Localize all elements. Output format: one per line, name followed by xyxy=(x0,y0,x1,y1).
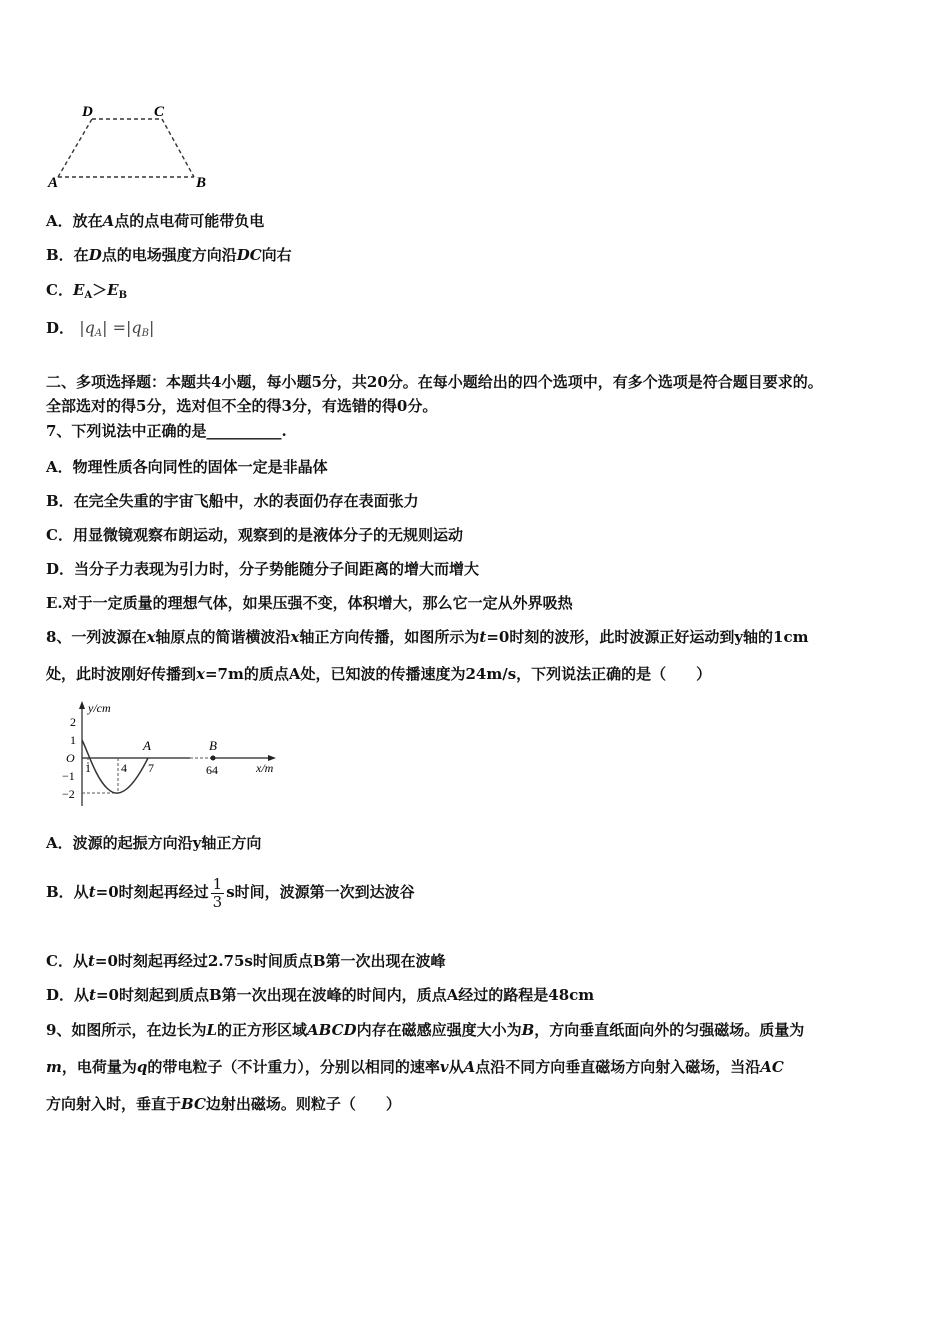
label-c: C xyxy=(154,104,165,120)
y-axis-arrow xyxy=(79,701,85,709)
wave-graph xyxy=(56,698,286,810)
y-axis-label: y/cm xyxy=(88,701,111,715)
y-tick-1: 1 xyxy=(70,733,76,747)
section2-line2: 全部选对的得5分，选对但不全的得3分，有选错的得0分。 xyxy=(46,397,438,415)
y-tick-neg2: −2 xyxy=(62,787,75,801)
charge-equality-formula: $|q_A| =|q_B|$ xyxy=(79,318,155,339)
q6-option-c: C．$E_A>E_B$ xyxy=(46,281,128,301)
edge-cb xyxy=(162,119,194,177)
q6-option-a: A．放在A点的点电荷可能带负电 xyxy=(46,212,265,230)
point-b-x-label: 64 xyxy=(206,763,218,777)
point-a-label: A xyxy=(143,738,151,753)
q7-option-b: B．在完全失重的宇宙飞船中，水的表面仍存在表面张力 xyxy=(46,492,419,510)
label-a: A xyxy=(48,175,59,191)
q8-stem-line2: 处，此时波刚好传播到x=7m的质点A处，已知波的传播速度为24m/s，下列说法正确的是（ ） xyxy=(46,665,712,683)
x-tick-7: 7 xyxy=(148,761,154,775)
q8-option-c: C．从t=0时刻起再经过2.75s时间质点B第一次出现在波峰 xyxy=(46,952,446,970)
trapezoid-figure xyxy=(44,100,219,192)
wave-curve xyxy=(82,740,148,793)
q9-stem-line2: m，电荷量为q的带电粒子（不计重力），分别以相同的速率v从A点沿不同方向垂直磁场方向射入磁场，当沿AC xyxy=(46,1058,784,1076)
edge-ad xyxy=(58,119,92,177)
q7-option-e: E.对于一定质量的理想气体，如果压强不变，体积增大，那么它一定从外界吸热 xyxy=(46,594,573,612)
x-tick-4: 4 xyxy=(121,761,127,775)
origin-label: O xyxy=(66,751,75,765)
q9-stem-line3: 方向射入时，垂直于BC边射出磁场。则粒子（ ） xyxy=(46,1095,401,1113)
point-b-dot xyxy=(211,756,216,761)
y-tick-2: 2 xyxy=(70,715,76,729)
label-b: B xyxy=(196,175,207,191)
fraction-one-third: $\frac{1}{3}$ xyxy=(212,874,223,911)
label-d: D xyxy=(82,104,93,120)
q8-option-a: A．波源的起振方向沿y轴正方向 xyxy=(46,834,262,852)
x-tick-1: 1 xyxy=(85,761,91,775)
q7-option-a: A．物理性质各向同性的固体一定是非晶体 xyxy=(46,458,328,476)
y-tick-neg1: −1 xyxy=(62,769,75,783)
q9-stem-line1: 9、如图所示，在边长为L的正方形区域ABCD内存在磁感应强度大小为B，方向垂直纸面向外的匀强磁场。质量为 xyxy=(46,1021,805,1039)
q6-option-d: D． $|q_A| =|q_B|$ xyxy=(46,318,155,339)
section2-line1: 二、多项选择题：本题共4小题，每小题5分，共20分。在每小题给出的四个选项中，有多个选项是符合题目要求的。 xyxy=(46,373,823,391)
q6-option-b: B．在D点的电场强度方向沿DC向右 xyxy=(46,246,292,264)
q7-option-d: D．当分子力表现为引力时，分子势能随分子间距离的增大而增大 xyxy=(46,560,480,578)
q8-option-d: D．从t=0时刻起到质点B第一次出现在波峰的时间内，质点A经过的路程是48cm xyxy=(46,986,595,1004)
x-axis-label: x/m xyxy=(256,761,274,775)
q7-option-c: C．用显微镜观察布朗运动，观察到的是液体分子的无规则运动 xyxy=(46,526,463,544)
q7-stem: 7、下列说法中正确的是__________. xyxy=(46,422,287,440)
q8-stem-line1: 8、一列波源在x轴原点的简谐横波沿x轴正方向传播，如图所示为t=0时刻的波形，此时波源正好运动到y轴的1cm xyxy=(46,628,809,646)
point-b-label: B xyxy=(209,738,217,753)
q8-option-b: B．从t=0时刻起再经过 $\frac{1}{3}$ s时间，波源第一次到达波谷 xyxy=(46,874,415,911)
